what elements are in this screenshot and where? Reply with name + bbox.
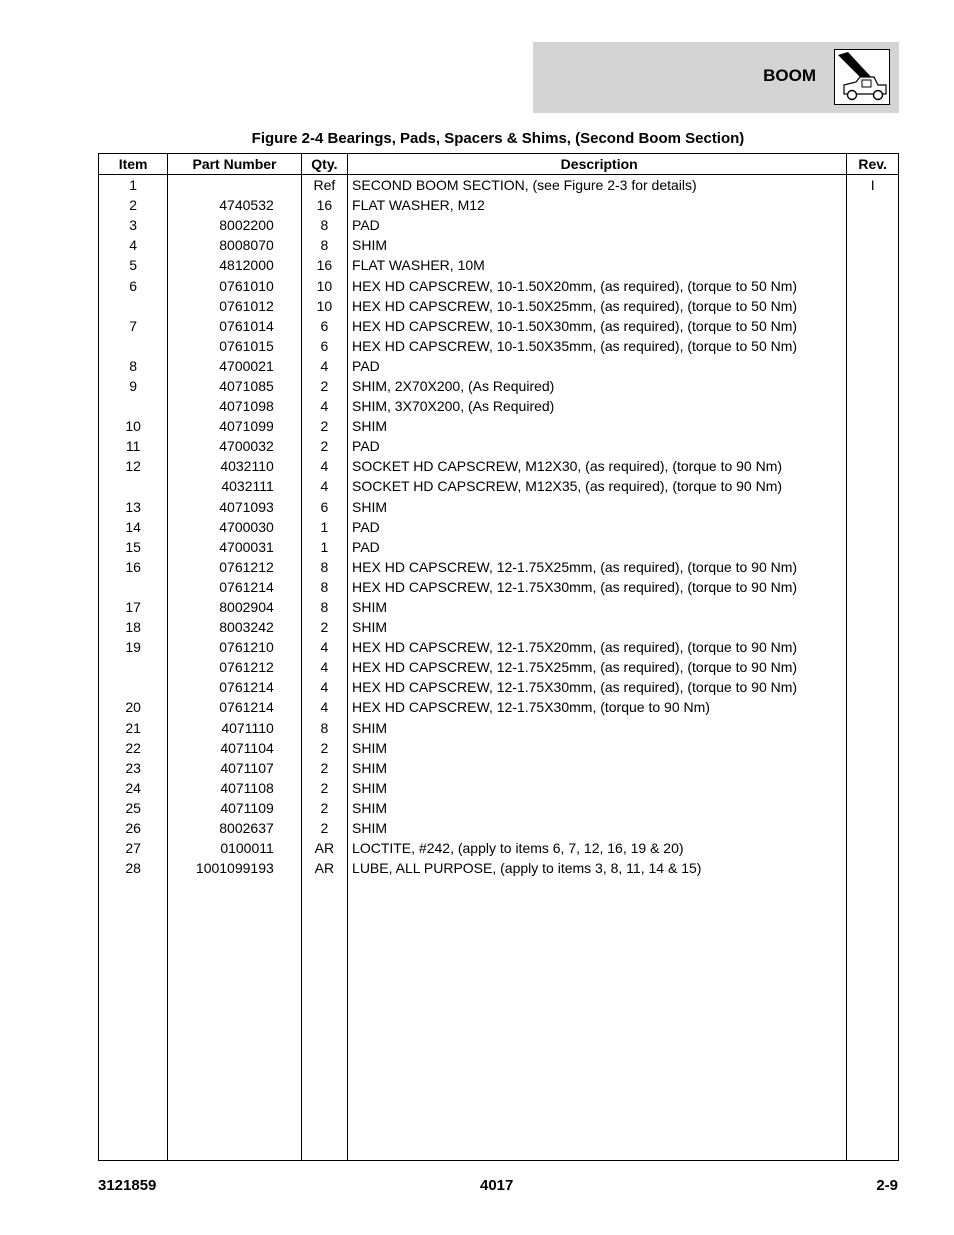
- table-row: [99, 497, 899, 517]
- col-qty: Qty.: [301, 154, 347, 175]
- table-row: [99, 316, 899, 336]
- col-item: Item: [99, 154, 168, 175]
- item-cell: 2: [99, 195, 168, 215]
- part-number-cell: 0761010: [168, 275, 302, 295]
- part-number-cell: 0761212: [168, 657, 302, 677]
- rev-cell: [847, 235, 899, 255]
- item-cell: 28: [99, 858, 168, 878]
- description-cell: HEX HD CAPSCREW, 10-1.50X30mm, (as required), (torque to 50 Nm): [348, 316, 847, 336]
- part-number-cell: 4071110: [168, 718, 302, 738]
- item-cell: 16: [99, 557, 168, 577]
- part-number-cell: 8008070: [168, 235, 302, 255]
- rev-cell: [847, 215, 899, 235]
- part-number-cell: 0761012: [168, 296, 302, 316]
- rev-cell: [847, 557, 899, 577]
- qty-cell: 4: [301, 396, 347, 416]
- table-row: [99, 215, 899, 235]
- rev-cell: [847, 778, 899, 798]
- table-row: [99, 436, 899, 456]
- table-row: [99, 336, 899, 356]
- description-cell: HEX HD CAPSCREW, 12-1.75X30mm, (torque to 90 Nm): [348, 697, 847, 717]
- figure-title: Figure 2-4 Bearings, Pads, Spacers & Shims, (Second Boom Section): [251, 130, 745, 147]
- item-cell: 4: [99, 235, 168, 255]
- table-row: [99, 356, 899, 376]
- table-row: [99, 738, 899, 758]
- part-number-cell: 0100011: [168, 838, 302, 858]
- rev-cell: [847, 798, 899, 818]
- footer-page-number: 2-9: [876, 1177, 898, 1194]
- item-cell: [99, 577, 168, 597]
- item-cell: [99, 476, 168, 496]
- table-row: [99, 798, 899, 818]
- part-number-cell: 4032111: [168, 476, 302, 496]
- description-cell: FLAT WASHER, M12: [348, 195, 847, 215]
- item-cell: 10: [99, 416, 168, 436]
- table-row: [99, 396, 899, 416]
- item-cell: 26: [99, 818, 168, 838]
- description-cell: SHIM, 2X70X200, (As Required): [348, 376, 847, 396]
- empty-cell: [99, 878, 168, 1160]
- table-row: [99, 758, 899, 778]
- part-number-cell: 4071085: [168, 376, 302, 396]
- part-number-cell: 4071093: [168, 497, 302, 517]
- part-number-cell: 4032110: [168, 456, 302, 476]
- item-cell: [99, 336, 168, 356]
- description-cell: SHIM: [348, 798, 847, 818]
- part-number-cell: 0761210: [168, 637, 302, 657]
- part-number-cell: 4740532: [168, 195, 302, 215]
- rev-cell: [847, 637, 899, 657]
- part-number-cell: 0761214: [168, 577, 302, 597]
- rev-cell: [847, 517, 899, 537]
- qty-cell: 2: [301, 778, 347, 798]
- description-cell: SOCKET HD CAPSCREW, M12X35, (as required), (torque to 90 Nm): [348, 476, 847, 496]
- qty-cell: 4: [301, 476, 347, 496]
- table-row: [99, 838, 899, 858]
- rev-cell: [847, 296, 899, 316]
- qty-cell: 8: [301, 557, 347, 577]
- qty-cell: Ref: [301, 175, 347, 196]
- part-number-cell: 8002904: [168, 597, 302, 617]
- description-cell: FLAT WASHER, 10M: [348, 255, 847, 275]
- table-row: [99, 637, 899, 657]
- rev-cell: [847, 376, 899, 396]
- description-cell: HEX HD CAPSCREW, 12-1.75X20mm, (as required), (torque to 90 Nm): [348, 637, 847, 657]
- description-cell: HEX HD CAPSCREW, 10-1.50X25mm, (as required), (torque to 50 Nm): [348, 296, 847, 316]
- description-cell: LUBE, ALL PURPOSE, (apply to items 3, 8, 11, 14 & 15): [348, 858, 847, 878]
- description-cell: HEX HD CAPSCREW, 12-1.75X25mm, (as required), (torque to 90 Nm): [348, 557, 847, 577]
- table-row: [99, 778, 899, 798]
- part-number-cell: 4071108: [168, 778, 302, 798]
- rev-cell: [847, 677, 899, 697]
- description-cell: PAD: [348, 215, 847, 235]
- description-cell: SHIM: [348, 738, 847, 758]
- section-header: [533, 42, 899, 113]
- qty-cell: AR: [301, 858, 347, 878]
- qty-cell: 6: [301, 316, 347, 336]
- qty-cell: 2: [301, 416, 347, 436]
- parts-table: [98, 153, 899, 1161]
- table-row: [99, 275, 899, 295]
- item-cell: 8: [99, 356, 168, 376]
- part-number-cell: 4700032: [168, 436, 302, 456]
- part-number-cell: 4071104: [168, 738, 302, 758]
- part-number-cell: 0761212: [168, 557, 302, 577]
- item-cell: 24: [99, 778, 168, 798]
- rev-cell: [847, 497, 899, 517]
- rev-cell: [847, 456, 899, 476]
- footer-model: 4017: [480, 1177, 514, 1194]
- part-number-cell: 4812000: [168, 255, 302, 275]
- qty-cell: 16: [301, 255, 347, 275]
- item-cell: 19: [99, 637, 168, 657]
- description-cell: LOCTITE, #242, (apply to items 6, 7, 12, 16, 19 & 20): [348, 838, 847, 858]
- rev-cell: [847, 758, 899, 778]
- empty-cell: [168, 878, 302, 1160]
- part-number-cell: [168, 175, 302, 196]
- qty-cell: AR: [301, 838, 347, 858]
- qty-cell: 2: [301, 617, 347, 637]
- table-row: [99, 235, 899, 255]
- description-cell: PAD: [348, 436, 847, 456]
- description-cell: SOCKET HD CAPSCREW, M12X30, (as required), (torque to 90 Nm): [348, 456, 847, 476]
- table-row: [99, 255, 899, 275]
- item-cell: 11: [99, 436, 168, 456]
- description-cell: SHIM: [348, 818, 847, 838]
- rev-cell: [847, 597, 899, 617]
- item-cell: 18: [99, 617, 168, 637]
- description-cell: SHIM: [348, 718, 847, 738]
- part-number-cell: 4700031: [168, 537, 302, 557]
- description-cell: SHIM: [348, 597, 847, 617]
- table-row: [99, 195, 899, 215]
- table-row: [99, 175, 899, 196]
- part-number-cell: 8002200: [168, 215, 302, 235]
- rev-cell: [847, 718, 899, 738]
- description-cell: HEX HD CAPSCREW, 12-1.75X30mm, (as required), (torque to 90 Nm): [348, 677, 847, 697]
- rev-cell: [847, 316, 899, 336]
- qty-cell: 1: [301, 537, 347, 557]
- part-number-cell: 1001099193: [168, 858, 302, 878]
- qty-cell: 8: [301, 597, 347, 617]
- description-cell: HEX HD CAPSCREW, 12-1.75X25mm, (as required), (torque to 90 Nm): [348, 657, 847, 677]
- parts-table-body: [99, 175, 899, 1161]
- qty-cell: 4: [301, 677, 347, 697]
- qty-cell: 2: [301, 798, 347, 818]
- table-row: [99, 597, 899, 617]
- item-cell: 22: [99, 738, 168, 758]
- description-cell: SHIM, 3X70X200, (As Required): [348, 396, 847, 416]
- item-cell: 27: [99, 838, 168, 858]
- rev-cell: [847, 818, 899, 838]
- telehandler-boom-icon: [834, 49, 890, 105]
- col-description: Description: [348, 154, 847, 175]
- item-cell: 17: [99, 597, 168, 617]
- qty-cell: 2: [301, 436, 347, 456]
- qty-cell: 2: [301, 758, 347, 778]
- rev-cell: [847, 255, 899, 275]
- qty-cell: 2: [301, 738, 347, 758]
- qty-cell: 4: [301, 697, 347, 717]
- item-cell: 14: [99, 517, 168, 537]
- description-cell: PAD: [348, 356, 847, 376]
- description-cell: HEX HD CAPSCREW, 10-1.50X20mm, (as required), (torque to 50 Nm): [348, 275, 847, 295]
- qty-cell: 2: [301, 818, 347, 838]
- empty-cell: [847, 878, 899, 1160]
- item-cell: 5: [99, 255, 168, 275]
- description-cell: SHIM: [348, 617, 847, 637]
- rev-cell: [847, 537, 899, 557]
- table-row: [99, 697, 899, 717]
- qty-cell: 8: [301, 718, 347, 738]
- qty-cell: 8: [301, 577, 347, 597]
- rev-cell: [847, 396, 899, 416]
- description-cell: SHIM: [348, 497, 847, 517]
- table-filler-row: [99, 878, 899, 1160]
- footer-doc-number: 3121859: [98, 1177, 157, 1194]
- item-cell: 15: [99, 537, 168, 557]
- part-number-cell: 0761014: [168, 316, 302, 336]
- rev-cell: [847, 416, 899, 436]
- table-row: [99, 718, 899, 738]
- table-row: [99, 677, 899, 697]
- description-cell: SHIM: [348, 758, 847, 778]
- item-cell: 12: [99, 456, 168, 476]
- table-row: [99, 296, 899, 316]
- rev-cell: [847, 697, 899, 717]
- qty-cell: 2: [301, 376, 347, 396]
- qty-cell: 4: [301, 356, 347, 376]
- rev-cell: [847, 657, 899, 677]
- description-cell: PAD: [348, 517, 847, 537]
- qty-cell: 8: [301, 215, 347, 235]
- part-number-cell: 0761015: [168, 336, 302, 356]
- qty-cell: 4: [301, 456, 347, 476]
- table-row: [99, 537, 899, 557]
- part-number-cell: 0761214: [168, 677, 302, 697]
- part-number-cell: 4071109: [168, 798, 302, 818]
- item-cell: 6: [99, 275, 168, 295]
- rev-cell: [847, 476, 899, 496]
- table-row: [99, 818, 899, 838]
- item-cell: [99, 677, 168, 697]
- qty-cell: 6: [301, 497, 347, 517]
- qty-cell: 10: [301, 296, 347, 316]
- item-cell: 9: [99, 376, 168, 396]
- part-number-cell: 4071098: [168, 396, 302, 416]
- col-rev: Rev.: [847, 154, 899, 175]
- description-cell: SHIM: [348, 416, 847, 436]
- part-number-cell: 4071107: [168, 758, 302, 778]
- col-part-number: Part Number: [168, 154, 302, 175]
- table-row: [99, 557, 899, 577]
- qty-cell: 1: [301, 517, 347, 537]
- table-row: [99, 858, 899, 878]
- item-cell: 20: [99, 697, 168, 717]
- rev-cell: [847, 275, 899, 295]
- item-cell: 21: [99, 718, 168, 738]
- table-header-row: [99, 154, 899, 175]
- table-row: [99, 376, 899, 396]
- table-row: [99, 456, 899, 476]
- table-row: [99, 657, 899, 677]
- rev-cell: [847, 838, 899, 858]
- rev-cell: I: [847, 175, 899, 196]
- description-cell: SECOND BOOM SECTION, (see Figure 2-3 for details): [348, 175, 847, 196]
- item-cell: [99, 296, 168, 316]
- empty-cell: [348, 878, 847, 1160]
- item-cell: 7: [99, 316, 168, 336]
- table-row: [99, 617, 899, 637]
- description-cell: HEX HD CAPSCREW, 12-1.75X30mm, (as required), (torque to 90 Nm): [348, 577, 847, 597]
- table-row: [99, 517, 899, 537]
- rev-cell: [847, 195, 899, 215]
- rev-cell: [847, 577, 899, 597]
- item-cell: 3: [99, 215, 168, 235]
- rev-cell: [847, 617, 899, 637]
- table-row: [99, 577, 899, 597]
- item-cell: 23: [99, 758, 168, 778]
- qty-cell: 8: [301, 235, 347, 255]
- part-number-cell: 4071099: [168, 416, 302, 436]
- qty-cell: 4: [301, 637, 347, 657]
- item-cell: 13: [99, 497, 168, 517]
- rev-cell: [847, 858, 899, 878]
- item-cell: 1: [99, 175, 168, 196]
- qty-cell: 6: [301, 336, 347, 356]
- rev-cell: [847, 356, 899, 376]
- rev-cell: [847, 436, 899, 456]
- table-row: [99, 476, 899, 496]
- description-cell: SHIM: [348, 778, 847, 798]
- item-cell: [99, 657, 168, 677]
- item-cell: 25: [99, 798, 168, 818]
- section-title: BOOM: [763, 66, 816, 85]
- table-row: [99, 416, 899, 436]
- qty-cell: 10: [301, 275, 347, 295]
- part-number-cell: 8003242: [168, 617, 302, 637]
- qty-cell: 4: [301, 657, 347, 677]
- part-number-cell: 8002637: [168, 818, 302, 838]
- qty-cell: 16: [301, 195, 347, 215]
- description-cell: SHIM: [348, 235, 847, 255]
- item-cell: [99, 396, 168, 416]
- rev-cell: [847, 738, 899, 758]
- part-number-cell: 4700030: [168, 517, 302, 537]
- description-cell: PAD: [348, 537, 847, 557]
- rev-cell: [847, 336, 899, 356]
- part-number-cell: 4700021: [168, 356, 302, 376]
- description-cell: HEX HD CAPSCREW, 10-1.50X35mm, (as required), (torque to 50 Nm): [348, 336, 847, 356]
- empty-cell: [301, 878, 347, 1160]
- part-number-cell: 0761214: [168, 697, 302, 717]
